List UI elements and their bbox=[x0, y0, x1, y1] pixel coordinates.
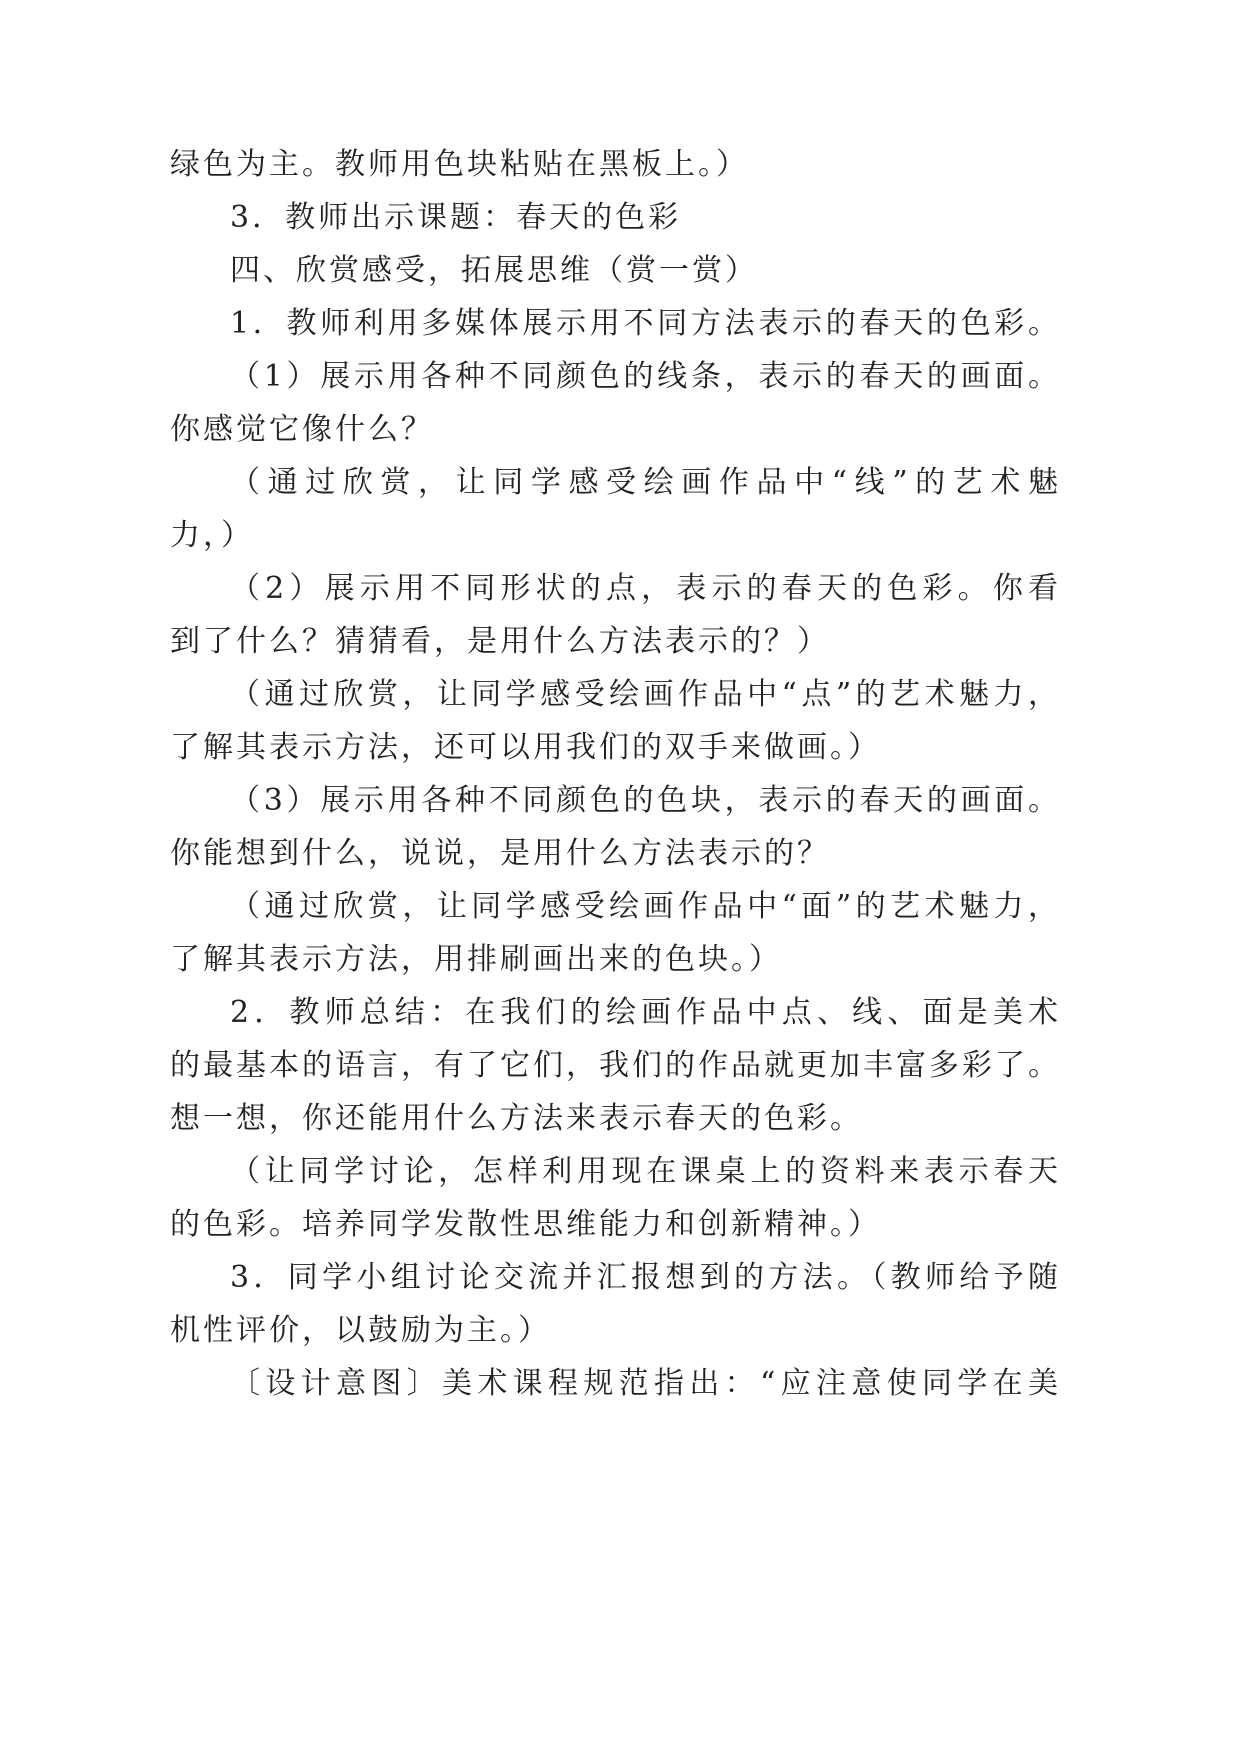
section-heading: 四、欣赏感受，拓展思维（赏一赏） bbox=[230, 253, 758, 288]
text-line: 你能想到什么，说说，是用什么方法表示的？ bbox=[170, 836, 830, 871]
document-body bbox=[170, 138, 1070, 1410]
text-line: 2．教师总结：在我们的绘画作品中点、线、面是美术 bbox=[230, 995, 1058, 1030]
text-line: 的最基本的语言，有了它们，我们的作品就更加丰富多彩了。 bbox=[170, 1048, 1058, 1083]
text-line: （通过欣赏，让同学感受绘画作品中“面”的艺术魅力， bbox=[230, 889, 1058, 924]
text-line: 3．同学小组讨论交流并汇报想到的方法。（教师给予随 bbox=[230, 1260, 1058, 1295]
text-line: 到了什么？猜猜看，是用什么方法表示的？） bbox=[170, 624, 830, 659]
text-line: 〔设计意图〕美术课程规范指出：“应注意使同学在美 bbox=[230, 1366, 1058, 1401]
text-line: 你感觉它像什么？ bbox=[170, 412, 434, 447]
text-line: （通过欣赏，让同学感受绘画作品中“线”的艺术魅 bbox=[230, 465, 1058, 500]
text-line: 的色彩。培养同学发散性思维能力和创新精神。） bbox=[170, 1207, 881, 1242]
text-line: （2）展示用不同形状的点，表示的春天的色彩。你看 bbox=[230, 571, 1058, 606]
text-line: （让同学讨论，怎样利用现在课桌上的资料来表示春天 bbox=[230, 1154, 1058, 1189]
text-line: 绿色为主。教师用色块粘贴在黑板上。） bbox=[170, 147, 749, 182]
text-line: （1）展示用各种不同颜色的线条，表示的春天的画面。 bbox=[230, 359, 1058, 394]
text-line: 3．教师出示课题：春天的色彩 bbox=[230, 200, 682, 235]
text-line: 想一想，你还能用什么方法来表示春天的色彩。 bbox=[170, 1101, 863, 1136]
text-line: （通过欣赏，让同学感受绘画作品中“点”的艺术魅力， bbox=[230, 677, 1058, 712]
text-line: 机性评价，以鼓励为主。） bbox=[170, 1313, 551, 1348]
text-line: 了解其表示方法，用排刷画出来的色块。） bbox=[170, 942, 782, 977]
text-line: 了解其表示方法，还可以用我们的双手来做画。） bbox=[170, 730, 881, 765]
text-line: （3）展示用各种不同颜色的色块，表示的春天的画面。 bbox=[230, 783, 1058, 818]
text-line: 1．教师利用多媒体展示用不同方法表示的春天的色彩。 bbox=[230, 306, 1058, 341]
text-line: 力，） bbox=[170, 518, 254, 553]
